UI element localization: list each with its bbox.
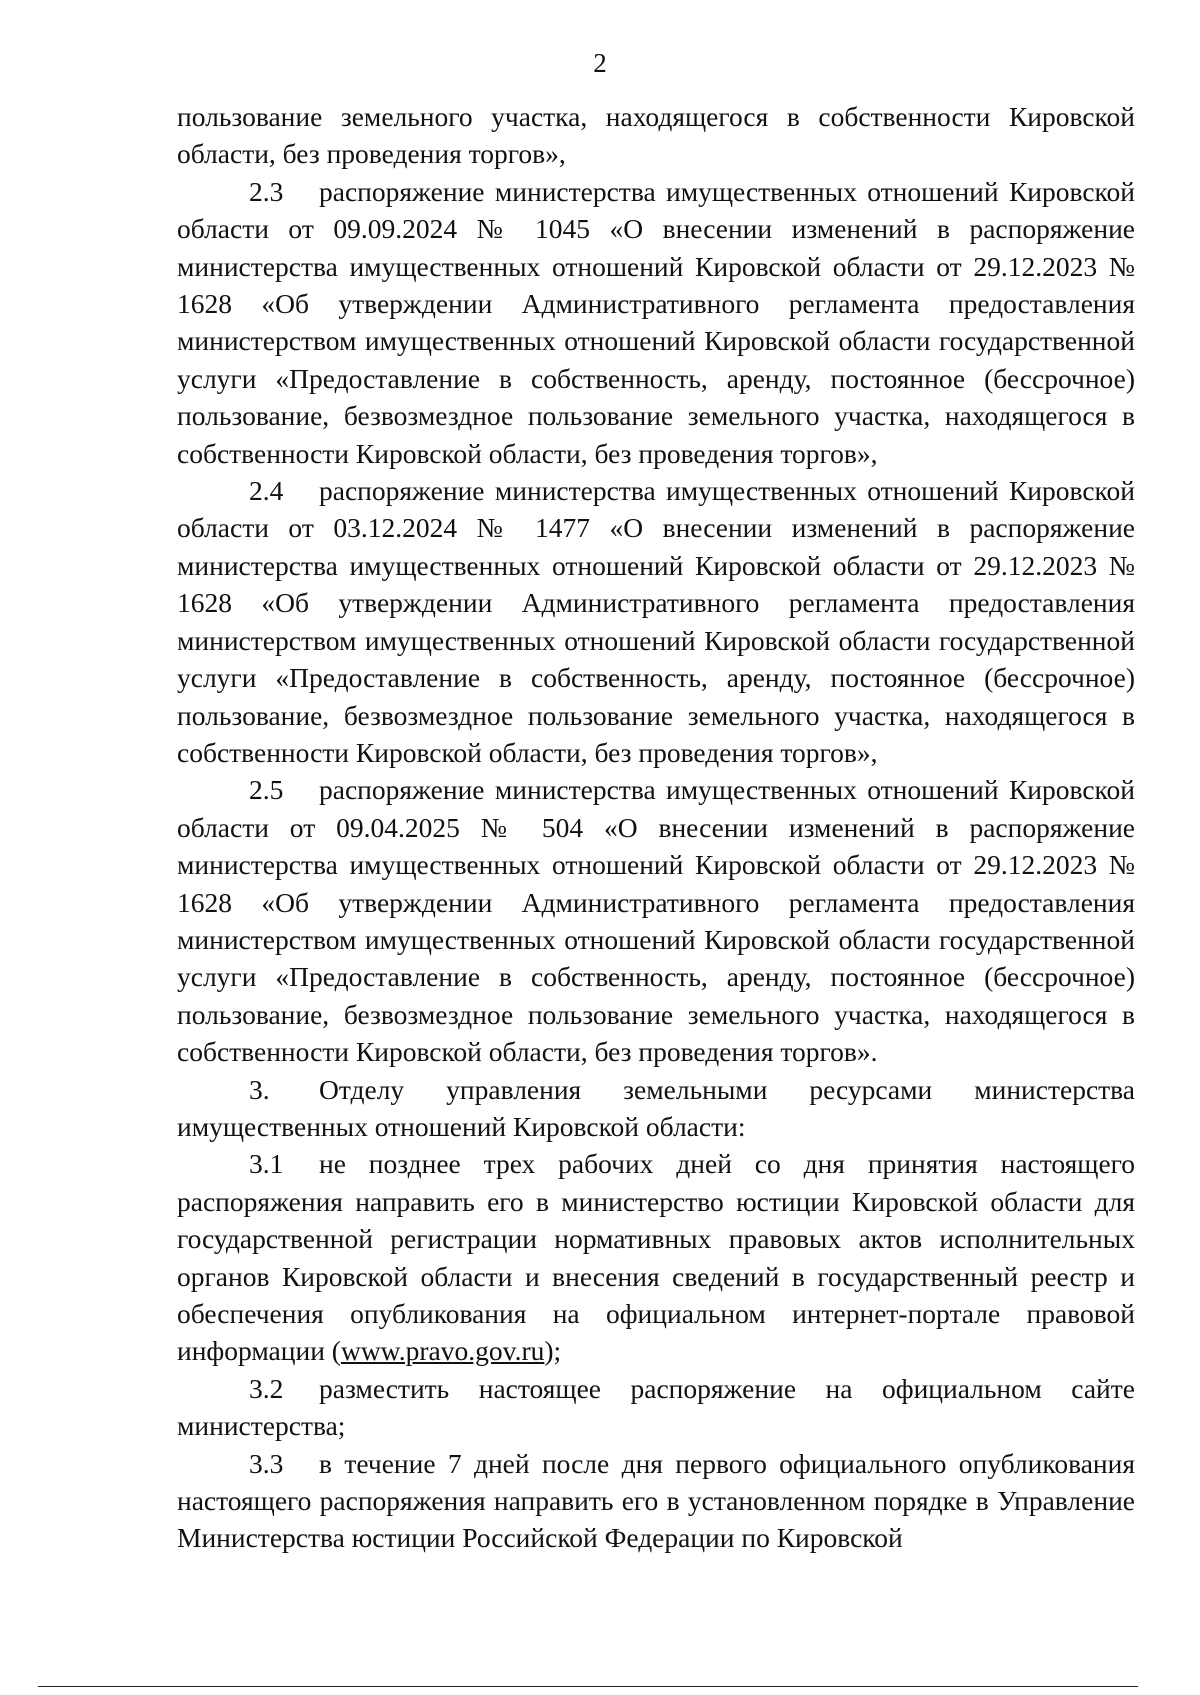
paragraph-3-1: [177, 1145, 1135, 1369]
paragraph-text-end: );: [544, 1335, 562, 1367]
paragraph-text: распоряжение министерства имущественных отношений Кировской области от 09.04.2025 № 504 «О внесении изменений в распоряжение министерства имущественных отношений Кировской области от 29.12.2023 № 1628 «Об утверждении Административного регламента предоставления министерством имущественных отношений Кировской области государственной услуги «Предоставление в собственность, аренду, постоянное (бессрочное) пользование, безвозмездное пользование земельного участка, находящегося в собственности Кировской области, без проведения торгов».: [177, 774, 1135, 1068]
paragraph-number: 3.1: [249, 1148, 284, 1180]
paragraph-number: 3.2: [249, 1372, 284, 1404]
paragraph-number: 3.: [249, 1073, 270, 1105]
pravo-portal-link[interactable]: www.pravo.gov.ru: [340, 1335, 545, 1367]
document-body: [177, 98, 1135, 1557]
paragraph-2-5: [177, 771, 1135, 1070]
paragraph-3: [177, 1071, 1135, 1146]
paragraph-text: разместить настоящее распоряжение на официальном сайте министерства;: [177, 1372, 1135, 1442]
page-number: 2: [593, 48, 607, 78]
paragraph-3-2: [177, 1370, 1135, 1445]
paragraph-number: 2.5: [249, 774, 284, 806]
paragraph-text: распоряжение министерства имущественных отношений Кировской области от 03.12.2024 № 1477 «О внесении изменений в распоряжение министерства имущественных отношений Кировской области от 29.12.2023 № 1628 «Об утверждении Административного регламента предоставления министерством имущественных отношений Кировской области государственной услуги «Предоставление в собственность, аренду, постоянное (бессрочное) пользование, безвозмездное пользование земельного участка, находящегося в собственности Кировской области, без проведения торгов»,: [177, 475, 1135, 768]
paragraph-text: распоряжение министерства имущественных отношений Кировской области от 09.09.2024 № 1045 «О внесении изменений в распоряжение министерства имущественных отношений Кировской области от 29.12.2023 № 1628 «Об утверждении Административного регламента предоставления министерством имущественных отношений Кировской области государственной услуги «Предоставление в собственность, аренду, постоянное (бессрочное) пользование, безвозмездное пользование земельного участка, находящегося в собственности Кировской области, без проведения торгов»,: [177, 175, 1135, 469]
paragraph-text: пользование земельного участка, находящегося в собственности Кировской области, без проведения торгов»,: [177, 101, 1135, 170]
paragraph-3-3: [177, 1445, 1135, 1557]
paragraph-number: 2.3: [249, 175, 284, 207]
paragraph-text: не позднее трех рабочих дней со дня принятия настоящего распоряжения направить его в министерство юстиции Кировской области для государственной регистрации нормативных правовых актов исполнительных органов Кировской области и внесения сведений в государственный реестр и обеспечения опубликования на официальном интернет-портале правовой информации (: [177, 1148, 1135, 1367]
paragraph-2-2-continuation: [177, 98, 1135, 173]
paragraph-2-3: [177, 173, 1135, 472]
paragraph-number: 3.3: [249, 1447, 284, 1479]
paragraph-number: 2.4: [249, 475, 284, 507]
paragraph-text: в течение 7 дней после дня первого официального опубликования настоящего распоряжения направить его в установленном порядке в Управление Министерства юстиции Российской Федерации по Кировской: [177, 1447, 1135, 1554]
paragraph-2-4: [177, 472, 1135, 771]
scan-bottom-rule: [38, 1686, 1138, 1687]
paragraph-text: Отделу управления земельными ресурсами министерства имущественных отношений Кировской области:: [177, 1073, 1135, 1142]
